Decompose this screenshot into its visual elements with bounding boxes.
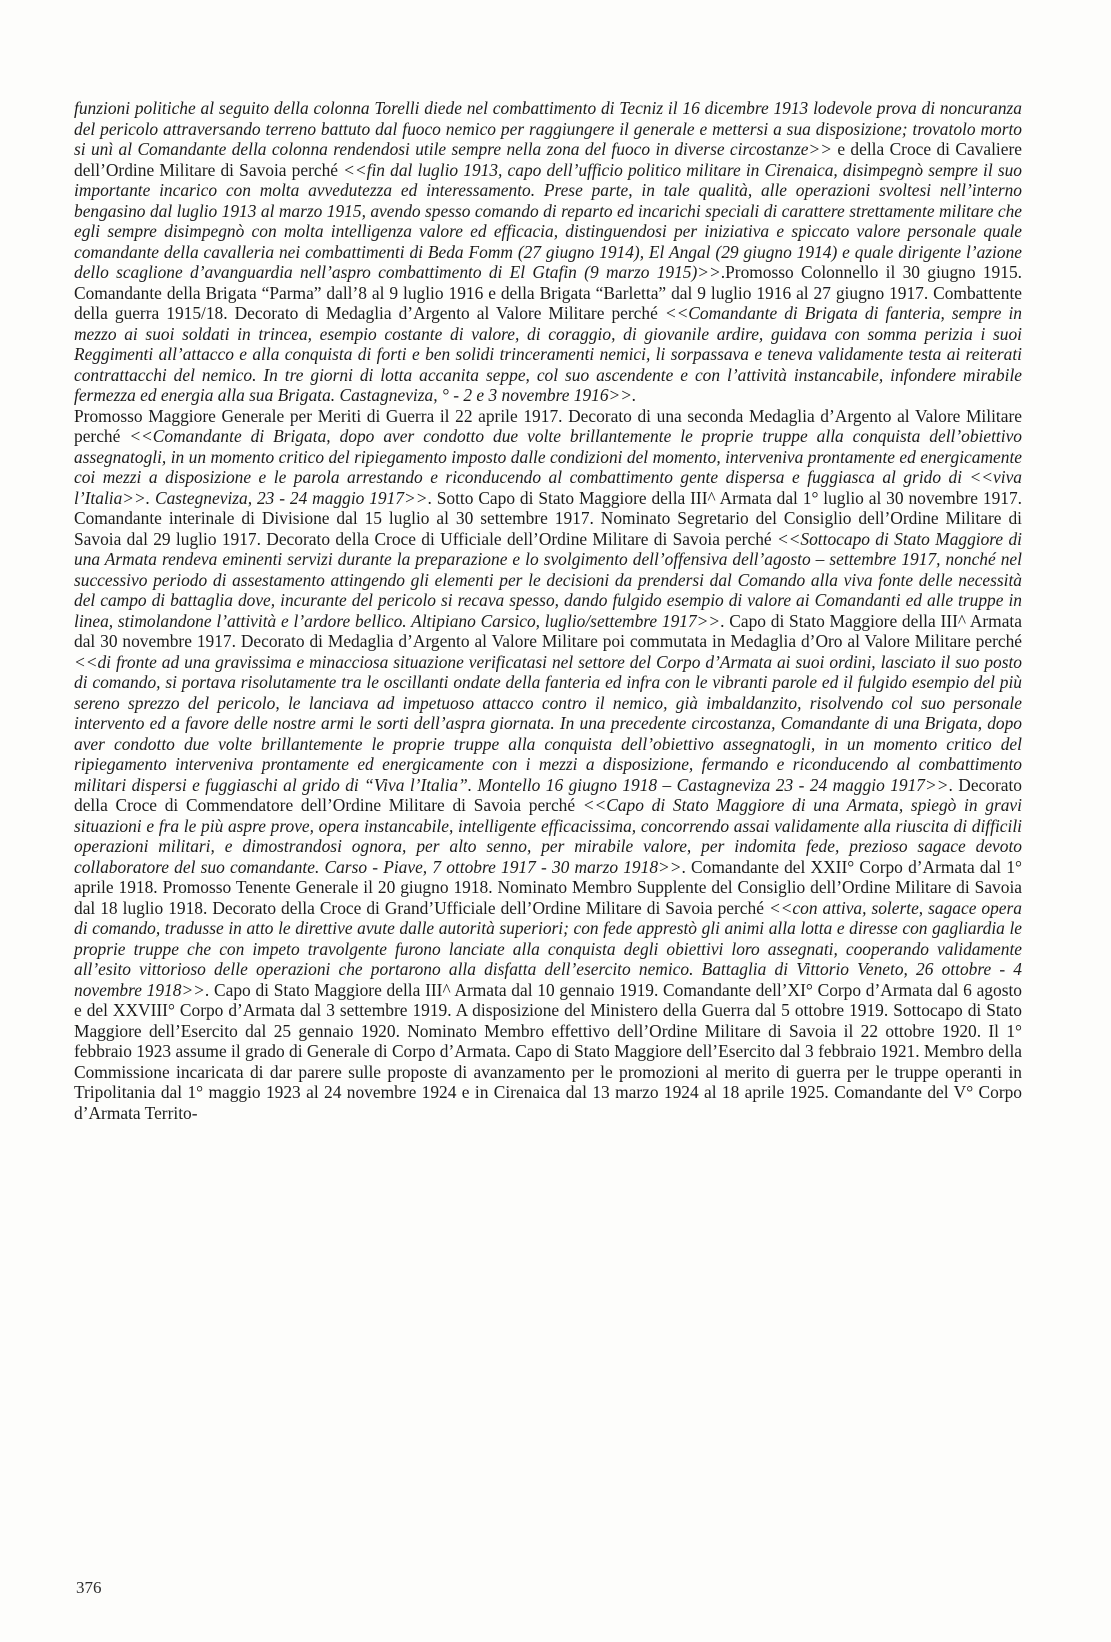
citation-text: <<Capo di Stato Maggiore di una Armata, spiegò in gravi situazioni e fra le più aspre prove, opera instancabile, intelligente efficacissima, concorrendo assai validamente alla riuscita di difficili operazioni militari, e dimostrandosi ognora, per alto senno, per mirabile valore, per indomita fede, prezioso sagace devoto collaboratore del suo comandante. Carso - Piave, 7 ottobre 1917 - 30 marzo 1918>> [74,795,1022,877]
narrative-text: .Promosso Colonnello il 30 giugno 1915. Comandante della Brigata “Parma” dall’8 al 9 luglio 1916 e della Brigata “Barletta” dal 9 luglio 1916 al 27 giugno 1917. Combattente della guerra 1915/18. Decorato di Medaglia d’Argento al Valore Militare perché [74,262,1022,323]
body-text [74,98,1022,1123]
narrative-text: . Capo di Stato Maggiore della III^ Armata dal 30 novembre 1917. Decorato di Medaglia d’Argento al Valore Militare poi commutata in Medaglia d’Oro al Valore Militare perché [74,610,1022,651]
citation-text: <<con attiva, solerte, sagace opera di comando, tradusse in atto le direttive avute dalle autorità superiori; con fede apprestò gli animi alla lotta e diresse con gagliardia le proprie truppe che con impeto travolgente furono lanciate alla conquista degli obiettivi loro assegnati, cooperando validamente all’esito vittorioso delle operazioni che portarono alla disfatta dell’esercito nemico. Battaglia di Vittorio Veneto, 26 ottobre - 4 novembre 1918>> [74,897,1022,1000]
citation-text: <<Comandante di Brigata di fanteria, sempre in mezzo ai suoi soldati in trincea, esempio costante di valore, di coraggio, di giovanile ardire, guidava con somma perizia i suoi Reggimenti all’attacco e alla conquista di forti e ben solidi trinceramenti nemici, li sorpassava e teneva validamente testa ai reiterati contrattacchi del nemico. In tre giorni di lotta accanita seppe, col suo ascendente e con l’attività instancabile, infondere mirabile fermezza ed energia alla sua Brigata. Castagneviza, ° - 2 e 3 novembre 1916>>. [74,303,1023,405]
narrative-text: . Capo di Stato Maggiore della III^ Armata dal 10 gennaio 1919. Comandante dell’XI° Corpo d’Armata dal 6 agosto e del XXVIII° Corpo d’Armata dal 3 settembre 1919. A disposizione del Ministero della Guerra dal 5 ottobre 1919. Sottocapo di Stato Maggiore dell’Esercito dal 25 gennaio 1920. Nominato Membro effettivo dell’Ordine Militare di Savoia il 22 ottobre 1920. Il 1° febbraio 1923 assume il grado di Generale di Corpo d’Armata. Capo di Stato Maggiore dell’Esercito dal 3 febbraio 1921. Membro della Commissione incaricata di dar parere sulle proposte di avanzamento per le promozioni al merito di guerra per le truppe operanti in Tripolitania dal 1° maggio 1923 al 24 novembre 1924 e in Cirenaica dal 13 marzo 1924 al 18 aprile 1925. Comandante del V° Corpo d’Armata Territo- [74,979,1022,1123]
narrative-text: . Sotto Capo di Stato Maggiore della III^ Armata dal 1° luglio al 30 novembre 1917. Comandante interinale di Divisione dal 15 luglio al 30 settembre 1917. Nominato Segretario del Consiglio dell’Ordine Militare di Savoia dal 29 luglio 1917. Decorato della Croce di Ufficiale dell’Ordine Militare di Savoia perché [74,487,1022,549]
narrative-text: e della Croce di Cavaliere dell’Ordine Militare di Savoia perché [74,139,1022,180]
citation-text: funzioni politiche al seguito della colonna Torelli diede nel combattimento di Tecniz il 16 dicembre 1913 lodevole prova di noncuranza del pericolo attraversando terreno battuto dal fuoco nemico per raggiungere il generale e mettersi a sua disposizione; trovatolo morto si unì al Comandante della colonna rendendosi utile sempre nella zona del fuoco in diverse circostanze>> [74,98,1022,159]
citation-text: <<fin dal luglio 1913, capo dell’ufficio politico militare in Cirenaica, disimpegnò sempre il suo importante incarico con molta avvedutezza ed interessamento. Prese parte, in tale qualità, alle operazioni svoltesi nell’interno bengasino dal luglio 1913 al marzo 1915, avendo spesso comando di reparto ed incarichi speciali di carattere strettamente militare che egli sempre disimpegnò con molta intelligenza valore ed efficacia, distinguendosi per iniziativa e spiccato valore personale quale comandante della cavalleria nei combattimenti di Beda Fomm (27 giugno 1914), El Angal (29 giugno 1914) e quale dirigente l’azione dello scaglione d’avanguardia nell’aspro combattimento di El Gtafin (9 marzo 1915)>> [74,159,1022,282]
page-number: 376 [76,1578,102,1597]
paragraph [74,406,1022,1124]
citation-text: <<Sottocapo di Stato Maggiore di una Armata rendeva eminenti servizi durante la preparazione e lo svolgimento dell’offensiva dell’agosto – settembre 1917, nonché nel successivo periodo di assestamento attingendo gli elementi per le decisioni da prendersi dal Comando alla viva fonte delle necessità del campo di battaglia dove, incurante del pericolo si recava spesso, dando fulgido esempio di valore ai Comandanti ed alle truppe in linea, stimolandone l’attività e l’ardore bellico. Altipiano Carsico, luglio/settembre 1917>> [74,528,1022,631]
paragraph [74,98,1022,406]
citation-text: <<Comandante di Brigata, dopo aver condotto due volte brillantemente le proprie truppe alla conquista dell’obiettivo assegnatogli, in un momento critico del ripiegamento imposto dalle condizioni del momento, interveniva prontamente ed energicamente coi mezzi a disposizione e le parola arrestando e riconducendo al combattimento gente dispersa e fuggiasca al grido di <<viva l’Italia>>. Castegneviza, 23 - 24 maggio 1917>> [74,426,1023,508]
citation-text: <<di fronte ad una gravissima e minacciosa situazione verificatasi nel settore del Corpo d’Armata ai suoi ordini, lasciato il suo posto di comando, si portava risolutamente tra le oscillanti ondate della fanteria ed infra con le vibranti parole ed il fulgido esempio del più sereno sprezzo del pericolo, le lanciava ad impetuoso attacco contro il nemico, già imbaldanzito, risolvendo col suo personale intervento ed a favore delle nostre armi le sorti dell’aspra giornata. In una precedente circostanza, Comandante di una Brigata, dopo aver condotto due volte brillantemente le proprie truppe alla conquista dell’obiettivo assegnatogli, in un momento critico del ripiegamento interveniva prontamente ed energicamente con i mezzi a disposizione, fermando e riconducendo al combattimento militari dispersi e fuggiaschi al grido di “Viva l’Italia”. Montello 16 giugno 1918 – Castagneviza 23 - 24 maggio 1917>> [74,651,1022,795]
narrative-text: Promosso Maggiore Generale per Meriti di Guerra il 22 aprile 1917. Decorato di una seconda Medaglia d’Argento al Valore Militare perché [74,405,1022,446]
narrative-text: . Comandante del XXII° Corpo d’Armata dal 1° aprile 1918. Promosso Tenente Generale il 20 giugno 1918. Nominato Membro Supplente del Consiglio dell’Ordine Militare di Savoia dal 18 luglio 1918. Decorato della Croce di Grand’Ufficiale dell’Ordine Militare di Savoia perché [74,856,1022,918]
narrative-text: . Decorato della Croce di Commendatore dell’Ordine Militare di Savoia perché [74,774,1022,815]
